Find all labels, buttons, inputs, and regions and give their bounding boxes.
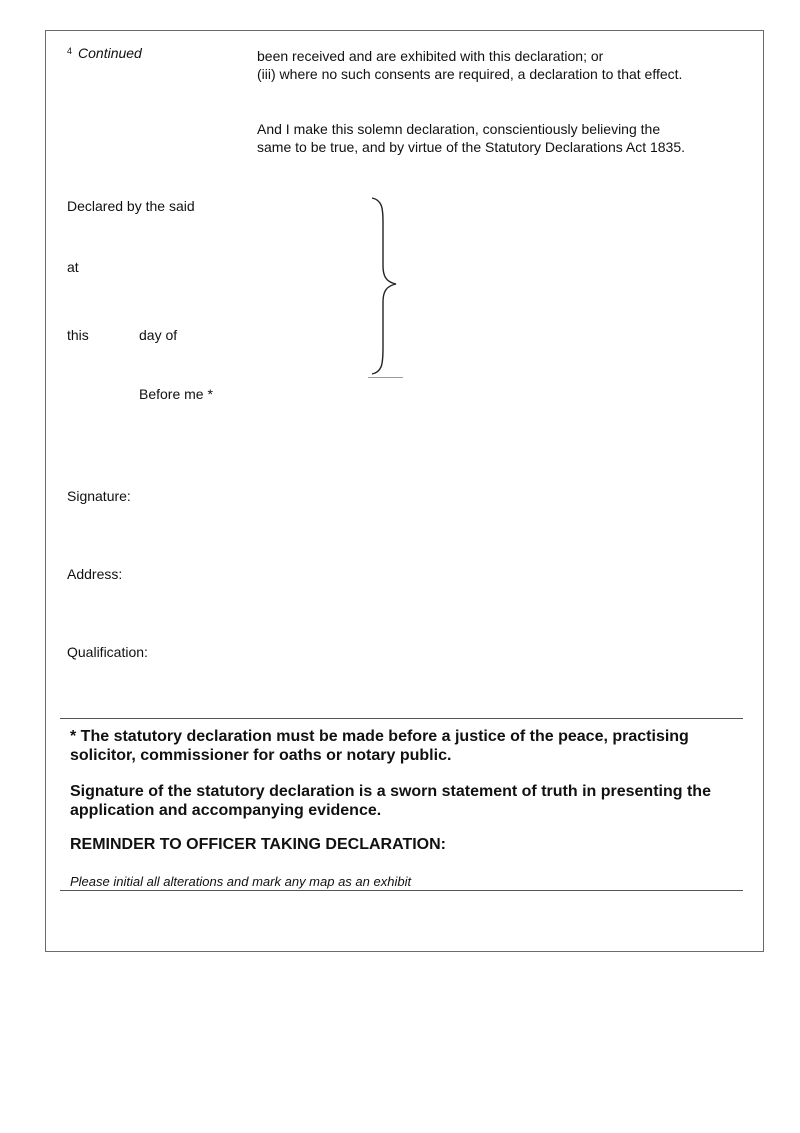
- declaration-line-1: been received and are exhibited with this declaration; or: [257, 48, 604, 64]
- reminder-heading: REMINDER TO OFFICER TAKING DECLARATION:: [70, 836, 446, 853]
- notes-top-divider: [60, 718, 743, 719]
- day-of-label: day of: [139, 327, 178, 343]
- justice-note: [70, 727, 735, 765]
- reminder-text: Please initial all alterations and mark any map as an exhibit: [70, 874, 412, 889]
- section-continued-label: Continued: [78, 45, 142, 61]
- solemn-declaration-block: [257, 120, 737, 156]
- justice-note-line-1: * The statutory declaration must be made before a justice of the peace, practising: [70, 728, 689, 745]
- solemn-line-1: And I make this solemn declaration, conscientiously believing the: [257, 121, 661, 137]
- this-label: this: [67, 327, 89, 343]
- signature-label: Signature:: [67, 488, 131, 504]
- brace-underline: [368, 377, 403, 378]
- signature-note-line-1: Signature of the statutory declaration is a sworn statement of truth in presenting the: [70, 783, 711, 800]
- qualification-label: Qualification:: [67, 644, 148, 660]
- section-label: [67, 44, 142, 62]
- notes-bottom-divider: [60, 890, 743, 891]
- solemn-line-2: same to be true, and by virtue of the Statutory Declarations Act 1835.: [257, 139, 686, 155]
- justice-note-line-2: solicitor, commissioner for oaths or notary public.: [70, 747, 452, 764]
- curly-brace-icon: [366, 196, 406, 378]
- declaration-text-block: [257, 47, 737, 83]
- section-number: 4: [67, 46, 73, 56]
- declaration-line-2: (iii) where no such consents are required, a declaration to that effect.: [257, 66, 683, 82]
- declared-by-label: Declared by the said: [67, 198, 195, 214]
- before-me-label: Before me *: [139, 386, 213, 402]
- signature-note: [70, 782, 735, 820]
- at-label: at: [67, 259, 79, 275]
- address-label: Address:: [67, 566, 123, 582]
- signature-note-line-2: application and accompanying evidence.: [70, 802, 382, 819]
